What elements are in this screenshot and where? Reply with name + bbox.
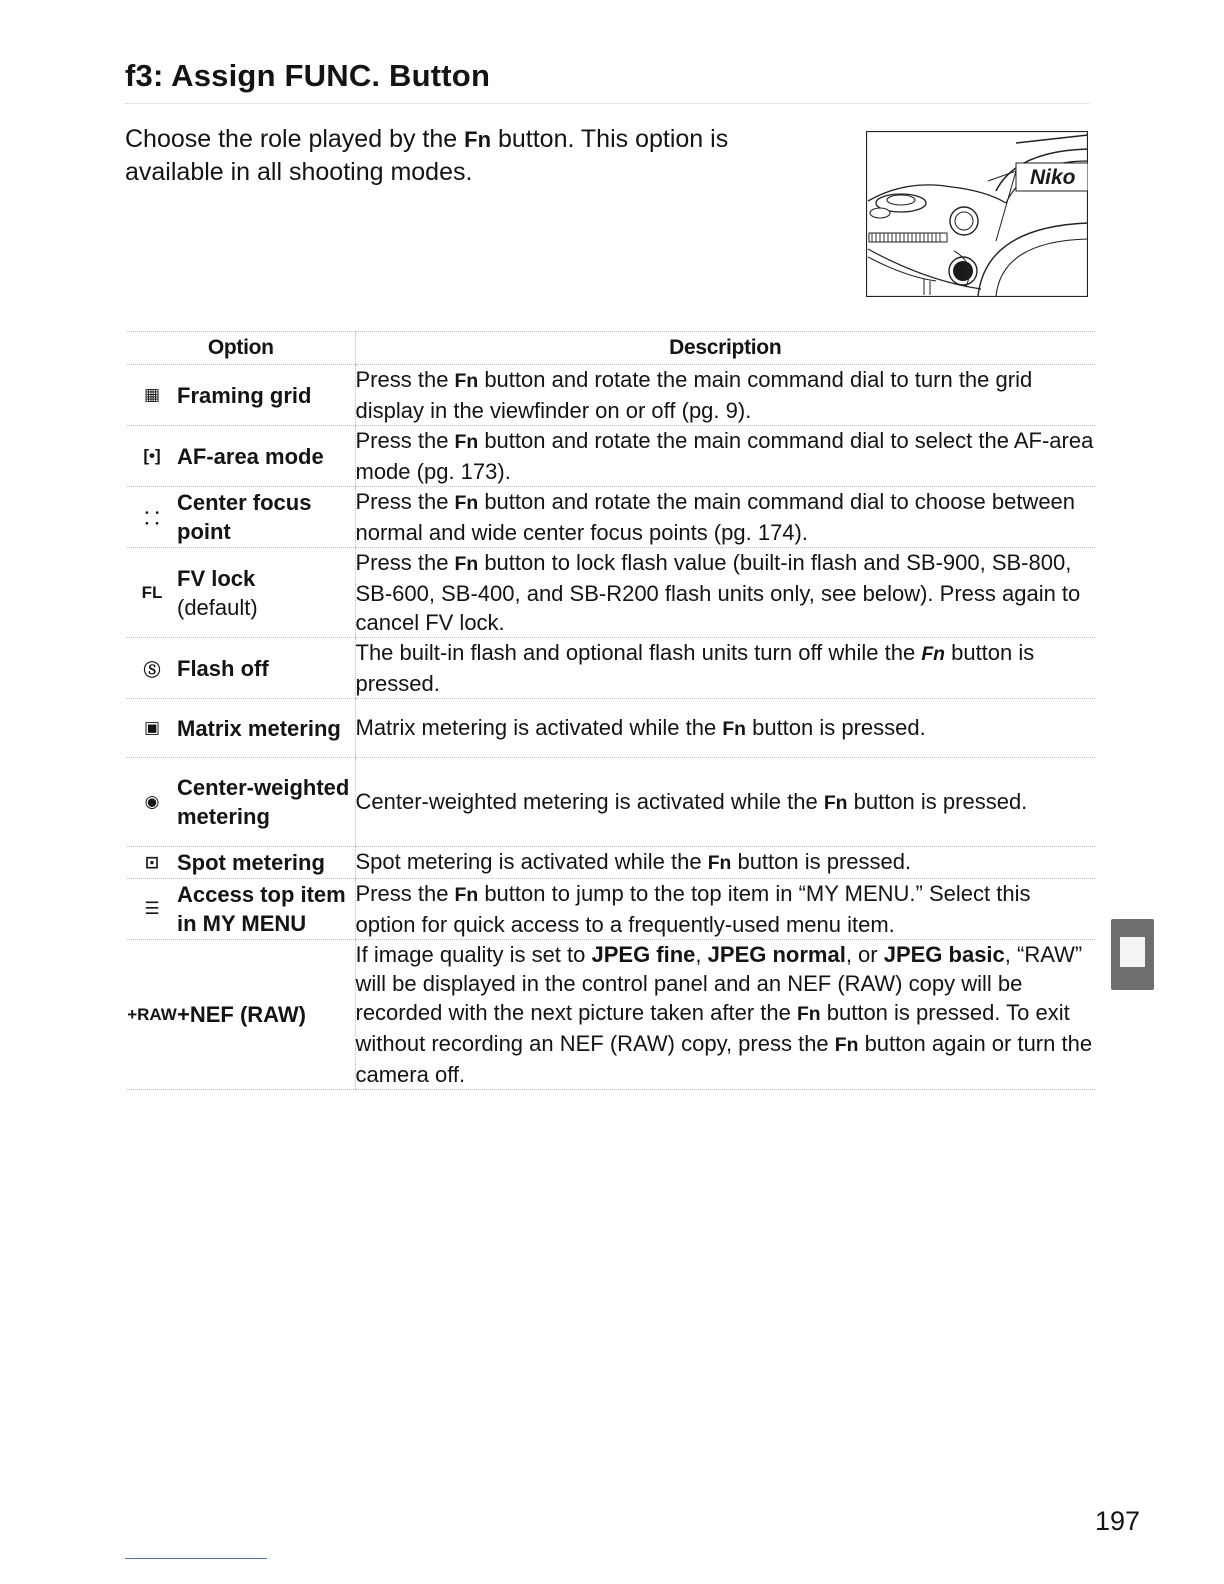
- description-cell: [355, 940, 1095, 1090]
- fn-button-label: Fn: [454, 431, 479, 453]
- description-text: , “RAW” will be displayed in the control panel and an NEF (RAW) copy will be recorded with the next picture taken after the: [355, 942, 1083, 1025]
- bold-term: JPEG normal: [707, 942, 846, 967]
- description-text: button to jump to the top item in “MY MENU.” Select this option for quick access to a frequently-used menu item.: [355, 881, 1031, 937]
- description-text: Press the: [355, 881, 455, 906]
- option-cell: [127, 426, 355, 487]
- option-name: Spot metering: [177, 850, 325, 875]
- table-body: [127, 365, 1095, 1090]
- flash-off-icon: Ⓢ: [143, 660, 161, 680]
- fn-button-label: Fn: [454, 553, 479, 575]
- fn-button-label: Fn: [823, 791, 848, 814]
- description-text: button again or turn the camera off.: [355, 1031, 1093, 1087]
- intro-text-2: button. This option is available in all shooting modes.: [125, 125, 729, 186]
- fn-button-label: Fn: [796, 1003, 821, 1025]
- fn-button-label: Fn: [834, 1034, 859, 1056]
- table-row: [127, 699, 1095, 758]
- description-cell: [355, 699, 1095, 758]
- option-name: Matrix metering: [177, 715, 341, 741]
- description-cell: [355, 847, 1095, 879]
- table-row: [127, 940, 1095, 1090]
- header-description: Description: [355, 332, 1095, 365]
- option-name: Flash off: [177, 655, 269, 681]
- description-text: Spot metering is activated while the: [355, 849, 708, 874]
- option-cell: [127, 487, 355, 548]
- fn-button-label: Fn: [707, 852, 732, 874]
- description-text: The built-in flash and optional flash units turn off while the: [355, 640, 922, 665]
- option-cell: [127, 699, 355, 758]
- footer-rule: [125, 1558, 267, 1559]
- center-focus-icon: ⸬: [144, 508, 160, 528]
- description-cell: [355, 426, 1095, 487]
- fn-button-label: Fn: [921, 643, 945, 665]
- description-text: Press the: [355, 550, 455, 575]
- description-text: button is pressed.: [731, 849, 912, 874]
- camera-brand-text: Niko: [1030, 166, 1076, 189]
- table-row: [127, 426, 1095, 487]
- table-row: [127, 638, 1095, 699]
- description-text: If image quality is set to: [355, 942, 592, 967]
- option-cell: [127, 940, 355, 1090]
- framing-grid-icon: ▦: [143, 385, 161, 404]
- description-text: Press the: [355, 367, 455, 392]
- fn-button-label: Fn: [454, 492, 479, 514]
- option-note: (default): [177, 594, 258, 620]
- description-text: ,: [695, 942, 708, 967]
- description-text: Press the: [355, 428, 455, 453]
- table-row: [127, 487, 1095, 548]
- description-text: button to lock flash value (built-in flash and SB-900, SB-800, SB-600, SB-400, and SB-R200 flash units only, see below). Press again to cancel FV lock.: [355, 550, 1081, 635]
- description-cell: [355, 487, 1095, 548]
- description-text: , or: [845, 942, 884, 967]
- option-name: +NEF (RAW): [177, 1002, 306, 1027]
- description-cell: [355, 879, 1095, 940]
- bold-term: JPEG basic: [883, 942, 1005, 967]
- spot-metering-icon: ⊡: [144, 852, 160, 872]
- page-title: f3: Assign FUNC. Button: [125, 58, 491, 93]
- description-text: button and rotate the main command dial to choose between normal and wide center focus points (pg. 174).: [355, 489, 1076, 545]
- camera-drawing: [866, 131, 1088, 297]
- description-text: Center-weighted metering is activated while the: [355, 788, 824, 814]
- intro-paragraph: [125, 123, 825, 189]
- section-tab: [1111, 919, 1154, 990]
- description-cell: [355, 548, 1095, 638]
- intro-fn: Fn: [464, 127, 492, 152]
- description-text: button is pressed. To exit without recording an NEF (RAW) copy, press the: [355, 1000, 1070, 1056]
- option-cell: [127, 638, 355, 699]
- description-text: button is pressed.: [355, 640, 1035, 696]
- raw-icon: +RAW: [127, 1004, 177, 1024]
- option-name: Center focus point: [177, 490, 312, 544]
- fn-button-label: Fn: [454, 884, 479, 906]
- option-name: Center-weighted metering: [177, 775, 350, 829]
- page-number: 197: [1095, 1506, 1141, 1536]
- intro-text-1: Choose the role played by the: [125, 125, 465, 153]
- af-area-icon: [•]: [143, 446, 161, 465]
- description-text: button and rotate the main command dial to select the AF-area mode (pg. 173).: [355, 428, 1094, 484]
- description-text: button is pressed.: [745, 714, 926, 740]
- fv-lock-icon: FL: [141, 582, 163, 602]
- description-cell: [355, 758, 1095, 847]
- header-option: Option: [127, 332, 355, 365]
- custom-settings-tab-icon: [1120, 937, 1145, 967]
- camera-illustration: [866, 131, 1088, 297]
- table-row: [127, 548, 1095, 638]
- description-text: Matrix metering is activated while the: [355, 714, 723, 740]
- option-cell: [127, 758, 355, 847]
- title-divider: [125, 103, 1090, 104]
- table-row: [127, 365, 1095, 426]
- table-header-row: [127, 332, 1095, 365]
- description-text: button is pressed.: [847, 788, 1028, 814]
- option-name: AF-area mode: [177, 443, 324, 469]
- table-row: [127, 879, 1095, 940]
- center-weighted-icon: ◉: [144, 792, 160, 811]
- option-cell: [127, 847, 355, 879]
- matrix-metering-icon: ▣: [143, 718, 161, 737]
- option-name: Access top item in MY MENU: [177, 882, 346, 936]
- description-text: Press the: [355, 489, 455, 514]
- option-name: FV lock: [177, 565, 256, 591]
- option-cell: [127, 879, 355, 940]
- option-name: Framing grid: [177, 382, 312, 408]
- option-cell: [127, 548, 355, 638]
- my-menu-icon: ☰: [144, 899, 160, 918]
- fn-button-label: Fn: [454, 370, 479, 392]
- table-row: [127, 847, 1095, 879]
- description-cell: [355, 638, 1095, 699]
- fn-button-label: Fn: [722, 717, 746, 740]
- description-text: button and rotate the main command dial to turn the grid display in the viewfinder on or off (pg. 9).: [355, 367, 1033, 423]
- description-cell: [355, 365, 1095, 426]
- bold-term: JPEG fine: [591, 942, 696, 967]
- options-table: [127, 331, 1095, 1090]
- table-row: [127, 758, 1095, 847]
- option-cell: [127, 365, 355, 426]
